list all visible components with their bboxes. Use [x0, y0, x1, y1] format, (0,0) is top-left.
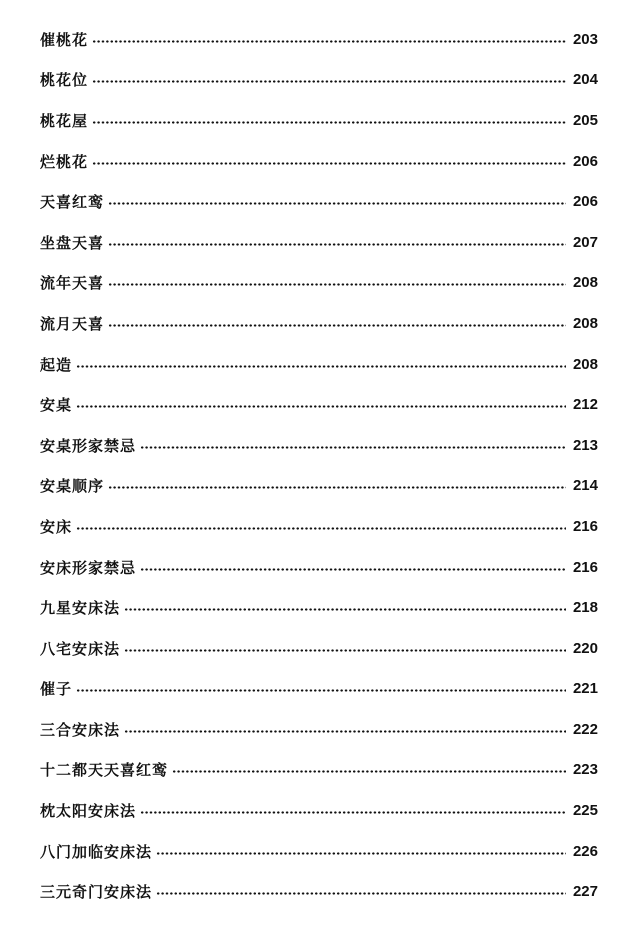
toc-entry-title: 起造 — [40, 355, 73, 374]
toc-entry-page: 203 — [572, 30, 598, 48]
dot-leader — [124, 649, 566, 652]
toc-entry-page: 226 — [572, 842, 598, 860]
dot-leader — [108, 486, 566, 489]
dot-leader — [140, 811, 566, 814]
toc-entry-page: 220 — [572, 639, 598, 657]
toc-entry-page: 213 — [572, 436, 598, 454]
toc-entry[interactable] — [40, 263, 598, 304]
toc-entry-page: 207 — [572, 233, 598, 251]
toc-entry-title: 烂桃花 — [40, 152, 89, 171]
toc-entry-title: 流年天喜 — [40, 274, 105, 293]
toc-entry-page: 204 — [572, 71, 598, 89]
toc-entry[interactable] — [40, 303, 598, 344]
toc-entry-page: 208 — [572, 274, 598, 292]
toc-entry[interactable] — [40, 709, 598, 750]
toc-entry-page: 223 — [572, 761, 598, 779]
toc-entry[interactable] — [40, 790, 598, 831]
toc-entry-title: 催子 — [40, 680, 73, 699]
toc-entry[interactable] — [40, 750, 598, 791]
toc-entry[interactable] — [40, 344, 598, 385]
dot-leader — [124, 608, 566, 611]
dot-leader — [156, 892, 566, 895]
dot-leader — [76, 527, 566, 530]
toc-entry-page: 227 — [572, 883, 598, 901]
toc-entry-page: 214 — [572, 477, 598, 495]
dot-leader — [92, 80, 566, 83]
dot-leader — [156, 852, 566, 855]
toc-entry-page: 212 — [572, 396, 598, 414]
dot-leader — [76, 365, 566, 368]
toc-entry-page: 216 — [572, 517, 598, 535]
toc-entry-title: 桃花屋 — [40, 111, 89, 130]
dot-leader — [92, 162, 566, 165]
toc-entry-page: 206 — [572, 193, 598, 211]
toc-entry[interactable] — [40, 587, 598, 628]
dot-leader — [76, 405, 566, 408]
dot-leader — [92, 40, 566, 43]
toc-entry-title: 天喜红鸾 — [40, 193, 105, 212]
toc-entry-page: 205 — [572, 111, 598, 129]
dot-leader — [108, 243, 566, 246]
toc-entry-title: 安桌形家禁忌 — [40, 436, 137, 455]
toc-entry[interactable] — [40, 181, 598, 222]
table-of-contents — [40, 19, 598, 912]
dot-leader — [92, 121, 566, 124]
toc-entry-page: 222 — [572, 720, 598, 738]
toc-entry[interactable] — [40, 669, 598, 710]
toc-entry-title: 八宅安床法 — [40, 639, 121, 658]
toc-entry-page: 208 — [572, 355, 598, 373]
dot-leader — [172, 770, 566, 773]
toc-entry-title: 枕太阳安床法 — [40, 802, 137, 821]
toc-entry-page: 208 — [572, 314, 598, 332]
toc-entry[interactable] — [40, 141, 598, 182]
dot-leader — [108, 202, 566, 205]
dot-leader — [76, 689, 566, 692]
toc-entry[interactable] — [40, 466, 598, 507]
toc-entry[interactable] — [40, 425, 598, 466]
toc-entry-title: 安床形家禁忌 — [40, 558, 137, 577]
toc-entry-page: 221 — [572, 680, 598, 698]
dot-leader — [108, 283, 566, 286]
toc-entry-title: 催桃花 — [40, 30, 89, 49]
toc-entry-title: 安桌顺序 — [40, 477, 105, 496]
toc-entry[interactable] — [40, 871, 598, 912]
toc-entry[interactable] — [40, 384, 598, 425]
toc-entry[interactable] — [40, 506, 598, 547]
dot-leader — [140, 446, 566, 449]
toc-entry[interactable] — [40, 628, 598, 669]
toc-entry-title: 安桌 — [40, 396, 73, 415]
toc-entry-title: 桃花位 — [40, 71, 89, 90]
dot-leader — [140, 568, 566, 571]
toc-entry[interactable] — [40, 222, 598, 263]
toc-entry[interactable] — [40, 100, 598, 141]
toc-entry[interactable] — [40, 547, 598, 588]
toc-entry-page: 218 — [572, 599, 598, 617]
dot-leader — [124, 730, 566, 733]
toc-entry[interactable] — [40, 831, 598, 872]
toc-entry-title: 坐盘天喜 — [40, 233, 105, 252]
dot-leader — [108, 324, 566, 327]
toc-entry-page: 206 — [572, 152, 598, 170]
toc-entry-title: 三合安床法 — [40, 720, 121, 739]
toc-entry-title: 十二都天天喜红鸾 — [40, 761, 169, 780]
toc-entry-title: 流月天喜 — [40, 314, 105, 333]
toc-entry-page: 225 — [572, 802, 598, 820]
toc-entry-title: 安床 — [40, 517, 73, 536]
toc-entry[interactable] — [40, 19, 598, 60]
toc-entry-page: 216 — [572, 558, 598, 576]
toc-entry-title: 八门加临安床法 — [40, 842, 153, 861]
toc-entry-title: 三元奇门安床法 — [40, 883, 153, 902]
toc-entry-title: 九星安床法 — [40, 599, 121, 618]
toc-entry[interactable] — [40, 60, 598, 101]
